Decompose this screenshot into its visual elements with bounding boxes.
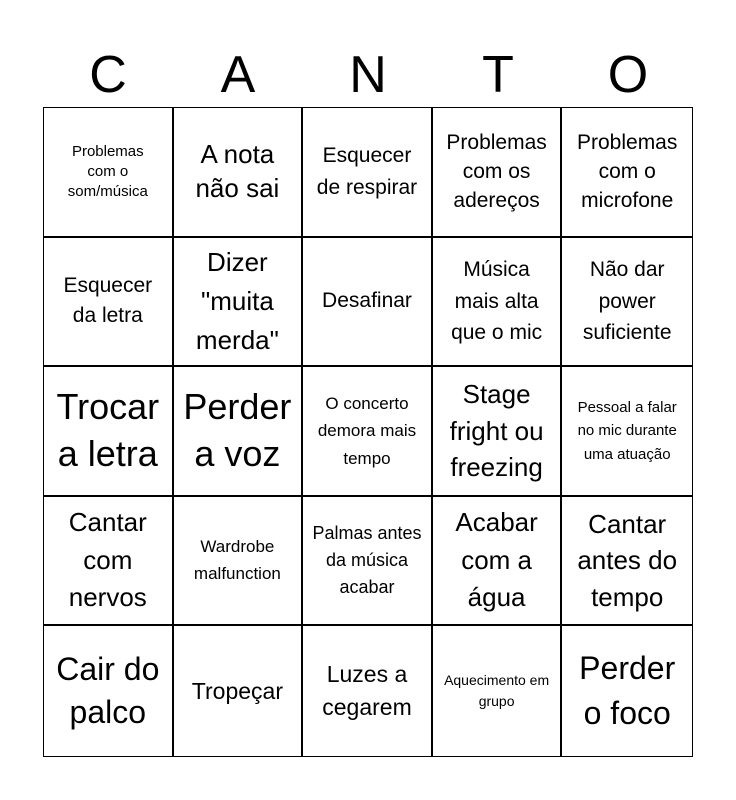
cell-label: Problemas com o som/música [67,143,148,200]
bingo-cell-r2c2[interactable] [174,238,304,368]
cell-label: Perder o foco [579,650,676,732]
cell-label: Luzes a cegarem [322,660,412,721]
cell-label: Palmas antes da música acabar [312,523,422,598]
bingo-cell-r1c1[interactable] [44,108,174,238]
cell-label: Cair do palco [56,651,160,731]
cell-label: Wardrobe malfunction [193,537,281,583]
bingo-cell-r1c4[interactable] [433,108,563,238]
bingo-cell-r4c1[interactable] [44,497,174,627]
bingo-title [43,44,693,106]
bingo-cell-r5c3[interactable] [303,626,433,756]
bingo-cell-r2c4[interactable] [433,238,563,368]
bingo-cell-r4c4[interactable] [433,497,563,627]
cell-label: Cantar antes do tempo [577,509,678,612]
title-letter-a: A [220,46,256,104]
title-letter-c: C [89,46,127,104]
title-letter-o: O [607,46,649,104]
cell-label: Problemas com o microfone [576,130,678,213]
cell-label: Trocar a letra [56,386,160,474]
cell-label: O concerto demora mais tempo [317,394,417,468]
title-letter-n: N [349,46,387,104]
bingo-cell-r3c1[interactable] [44,367,174,497]
bingo-cell-r5c5[interactable] [562,626,692,756]
bingo-cell-r3c4[interactable] [433,367,563,497]
bingo-cell-r4c3[interactable] [303,497,433,627]
bingo-cell-r2c5[interactable] [562,238,692,368]
cell-label: Não dar power suficiente [582,258,672,345]
bingo-cell-r3c3[interactable] [303,367,433,497]
cell-label: Esquecer de respirar [316,144,418,199]
bingo-cell-r5c1[interactable] [44,626,174,756]
cell-label: Stage fright ou freezing [449,379,544,483]
bingo-grid [43,107,693,757]
cell-label: Desafinar [322,289,412,313]
cell-label: Esquecer da letra [63,273,153,328]
cell-label: Música mais alta que o mic [451,258,543,345]
bingo-cell-r4c5[interactable] [562,497,692,627]
cell-label: Perder a voz [183,386,292,474]
cell-label: Acabar com a água [455,507,538,613]
bingo-cell-r3c5[interactable] [562,367,692,497]
title-letter-t: T [482,46,514,104]
bingo-cell-r5c4[interactable] [433,626,563,756]
bingo-cell-r1c2[interactable] [174,108,304,238]
bingo-cell-r5c2[interactable] [174,626,304,756]
cell-label: Aquecimento em grupo [444,672,550,710]
cell-label: Cantar com nervos [68,507,147,613]
bingo-cell-r4c2[interactable] [174,497,304,627]
bingo-cell-r1c3[interactable] [303,108,433,238]
cell-label: A nota não sai [195,139,280,203]
cell-label: Dizer "muita merda" [195,246,279,355]
bingo-cell-r3c2[interactable] [174,367,304,497]
cell-label: Problemas com os adereços [446,130,547,213]
bingo-cell-r2c1[interactable] [44,238,174,368]
bingo-cell-r1c5[interactable] [562,108,692,238]
cell-label: Tropeçar [191,677,283,704]
bingo-cell-r2c3[interactable] [303,238,433,368]
cell-label: Pessoal a falar no mic durante uma atuação [577,399,677,463]
